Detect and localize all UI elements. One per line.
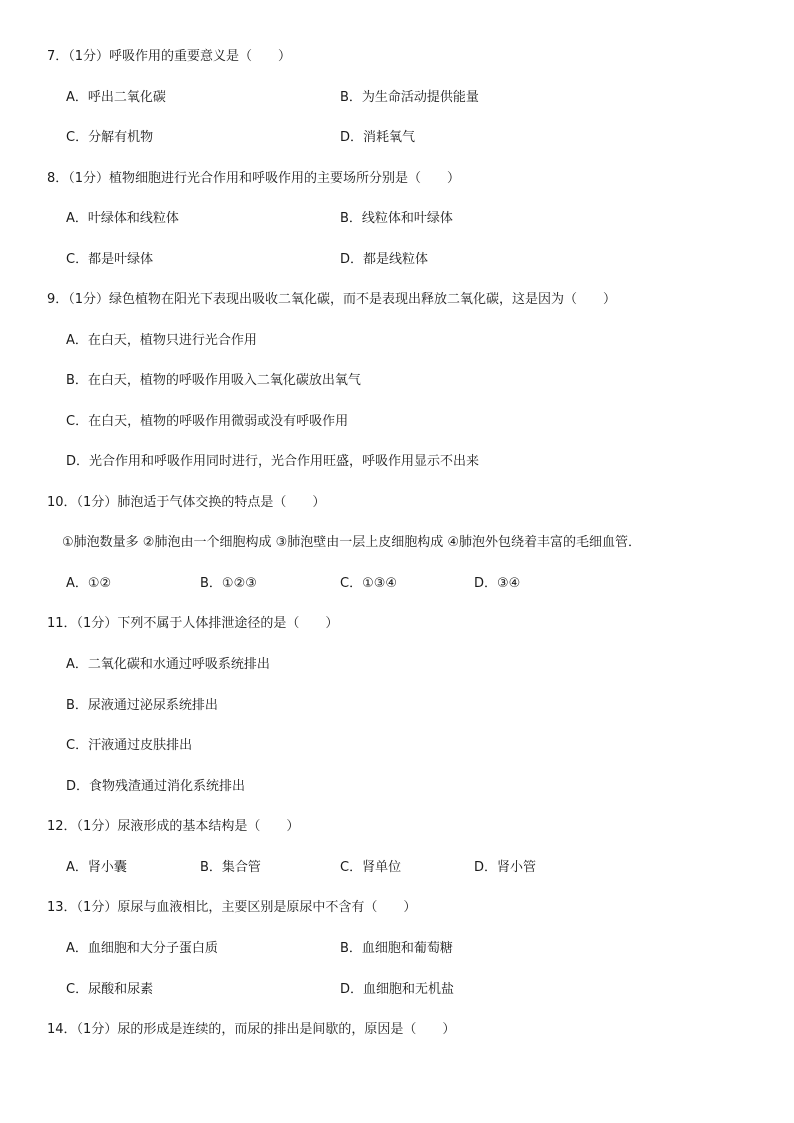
question-7-option-b: B．为生命活动提供能量 <box>340 90 479 105</box>
question-12-option-c: C．肾单位 <box>340 860 402 875</box>
question-8-option-b: B．线粒体和叶绿体 <box>340 211 453 226</box>
question-10-statement: ①肺泡数量多 ②肺泡由一个细胞构成 ③肺泡壁由一层上皮细胞构成 ④肺泡外包绕着丰富的毛细血管． <box>62 535 642 550</box>
question-12-option-d: D．肾小管 <box>474 860 537 875</box>
question-9-option-a: A．在白天，植物只进行光合作用 <box>66 333 257 348</box>
question-10-option-b: B．①②③ <box>200 576 257 591</box>
question-10-option-c: C．①③④ <box>340 576 398 591</box>
question-11-option-a: A．二氧化碳和水通过呼吸系统排出 <box>66 657 270 672</box>
question-8-stem: 8．（1分）植物细胞进行光合作用和呼吸作用的主要场所分别是（ ） <box>47 171 461 186</box>
question-9-stem: 9．（1分）绿色植物在阳光下表现出吸收二氧化碳，而不是表现出释放二氧化碳，这是因为（ ） <box>47 292 617 307</box>
question-8-option-c: C．都是叶绿体 <box>66 252 154 267</box>
question-7-stem: 7．（1分）呼吸作用的重要意义是（ ） <box>47 49 292 64</box>
question-12-stem: 12．（1分）尿液形成的基本结构是（ ） <box>47 819 300 834</box>
question-10-stem: 10．（1分）肺泡适于气体交换的特点是（ ） <box>47 495 326 510</box>
question-13-option-c: C．尿酸和尿素 <box>66 982 154 997</box>
question-8-option-d: D．都是线粒体 <box>340 252 429 267</box>
question-9-option-d: D．光合作用和呼吸作用同时进行，光合作用旺盛，呼吸作用显示不出来 <box>66 454 480 469</box>
question-12-option-b: B．集合管 <box>200 860 261 875</box>
question-11-stem: 11．（1分）下列不属于人体排泄途径的是（ ） <box>47 616 339 631</box>
question-13-option-b: B．血细胞和葡萄糖 <box>340 941 453 956</box>
question-7-option-d: D．消耗氧气 <box>340 130 416 145</box>
question-11-option-b: B．尿液通过泌尿系统排出 <box>66 698 218 713</box>
question-7-option-c: C．分解有机物 <box>66 130 154 145</box>
question-8-option-a: A．叶绿体和线粒体 <box>66 211 179 226</box>
question-11-option-c: C．汗液通过皮肤排出 <box>66 738 193 753</box>
question-7-option-a: A．呼出二氧化碳 <box>66 90 166 105</box>
question-12-option-a: A．肾小囊 <box>66 860 127 875</box>
question-9-option-c: C．在白天，植物的呼吸作用微弱或没有呼吸作用 <box>66 414 349 429</box>
question-14-stem: 14．（1分）尿的形成是连续的，而尿的排出是间歇的，原因是（ ） <box>47 1022 456 1037</box>
question-13-option-d: D．血细胞和无机盐 <box>340 982 455 997</box>
question-9-option-b: B．在白天，植物的呼吸作用吸入二氧化碳放出氧气 <box>66 373 361 388</box>
question-11-option-d: D．食物残渣通过消化系统排出 <box>66 779 246 794</box>
question-13-stem: 13．（1分）原尿与血液相比，主要区别是原尿中不含有（ ） <box>47 900 417 915</box>
question-13-option-a: A．血细胞和大分子蛋白质 <box>66 941 218 956</box>
question-10-option-d: D．③④ <box>474 576 521 591</box>
question-10-option-a: A．①② <box>66 576 112 591</box>
